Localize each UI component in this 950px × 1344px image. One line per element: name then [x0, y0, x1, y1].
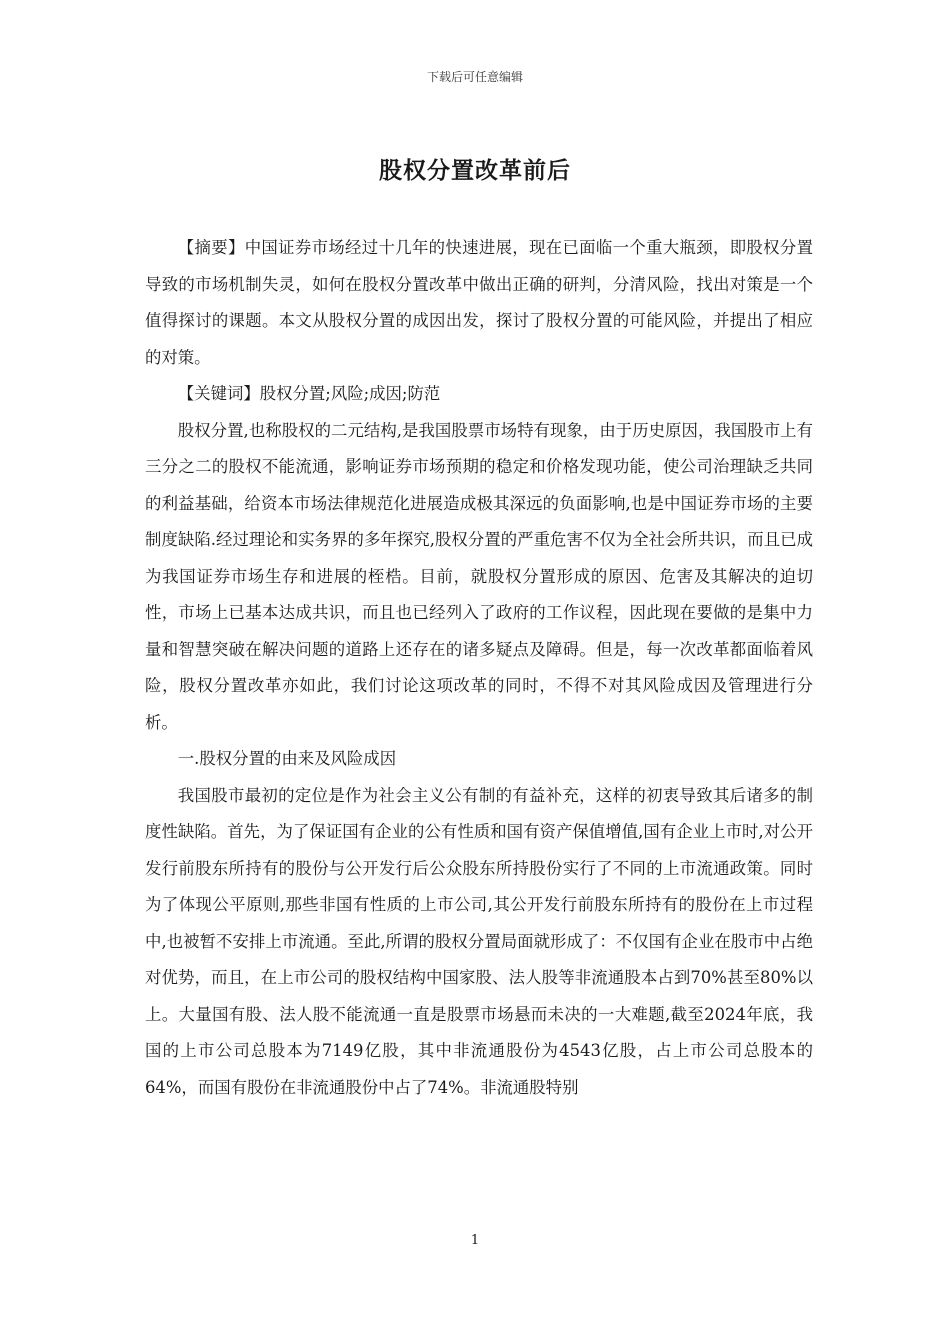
section-paragraph: 我国股市最初的定位是作为社会主义公有制的有益补充，这样的初衷导致其后诸多的制度性缺陷。首先，为了保证国有企业的公有性质和国有资产保值增值,国有企业上市时,对公开发行前股东所持有的股份与公开发行后公众股东所持股份实行了不同的上市流通政策。同时为了体现公平原则,那些非国有性质的上市公司,其公开发行前股东所持有的股份在上市过程中,也被暂不安排上市流通。至此,所谓的股权分置局面就形成了：不仅国有企业在股市中占绝对优势，而且，在上市公司的股权结构中国家股、法人股等非流通股本占到70%甚至80%以上。大量国有股、法人股不能流通一直是股票市场悬而未决的一大难题,截至2024年底，我国的上市公司总股本为7149亿股，其中非流通股份为4543亿股，占上市公司总股本的64%，而国有股份在非流通股份中占了74%。非流通股特别 — [145, 785, 813, 1097]
header-note: 下载后可任意编辑 — [426, 70, 523, 84]
body-text — [145, 230, 813, 1106]
page-number: 1 — [470, 1233, 480, 1248]
document-title: 股权分置改革前后 — [379, 157, 571, 184]
keywords-paragraph: 【关键词】股权分置;风险;成因;防范 — [177, 384, 441, 403]
section-heading: 一.股权分置的由来及风险成因 — [177, 749, 397, 768]
abstract-paragraph: 【摘要】中国证券市场经过十几年的快速进展，现在已面临一个重大瓶颈，即股权分置导致的市场机制失灵，如何在股权分置改革中做出正确的研判，分清风险，找出对策是一个值得探讨的课题。本文从股权分置的成因出发，探讨了股权分置的可能风险，并提出了相应的对策。 — [145, 238, 813, 367]
intro-paragraph: 股权分置,也称股权的二元结构,是我国股票市场特有现象，由于历史原因，我国股市上有三分之二的股权不能流通，影响证券市场预期的稳定和价格发现功能，使公司治理缺乏共同的利益基础，给资本市场法律规范化进展造成极其深远的负面影响,也是中国证券市场的主要制度缺陷.经过理论和实务界的多年探究,股权分置的严重危害不仅为全社会所共识，而且已成为我国证券市场生存和进展的桎梏。目前，就股权分置形成的原因、危害及其解决的迫切性，市场上已基本达成共识，而且也已经列入了政府的工作议程，因此现在要做的是集中力量和智慧突破在解决问题的道路上还存在的诸多疑点及障碍。但是，每一次改革都面临着风险，股权分置改革亦如此，我们讨论这项改革的同时，不得不对其风险成因及管理进行分析。 — [145, 420, 813, 732]
